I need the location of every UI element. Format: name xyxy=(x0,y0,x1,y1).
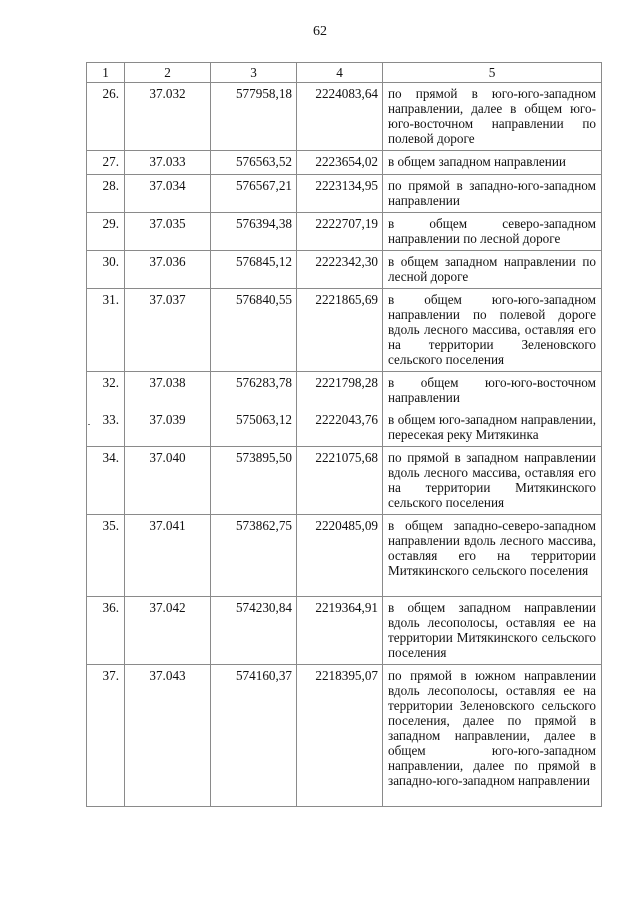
table-row xyxy=(87,151,602,175)
direction-description: по прямой в южном направлении вдоль лесополосы, оставляя ее на территории Зеленовского сельского поселения, далее по прямой в западном направлении, далее в общем юго-юго-западном направлении, далее по прямой в западно-юго-западном направлении xyxy=(383,665,602,807)
x-coordinate: 576563,52 xyxy=(211,151,297,175)
row-number: 26. xyxy=(87,83,125,151)
direction-description: по прямой в западно-юго-западном направлении xyxy=(383,175,602,213)
row-number: 27. xyxy=(87,151,125,175)
x-coordinate: 576283,78 xyxy=(211,372,297,410)
direction-description: в общем юго-юго-западном направлении по полевой дороге вдоль лесного массива, оставляя его на территории Зеленовского сельского поселения xyxy=(383,289,602,372)
table-row xyxy=(87,83,602,151)
point-id: 37.041 xyxy=(125,515,211,597)
x-coordinate: 576840,55 xyxy=(211,289,297,372)
point-id: 37.042 xyxy=(125,597,211,665)
row-number: 35. xyxy=(87,515,125,597)
table-row xyxy=(87,665,602,807)
row-number: 33. xyxy=(87,409,125,447)
table-row xyxy=(87,175,602,213)
direction-description: в общем западном направлении вдоль лесополосы, оставляя ее на территории Митякинского сельского поселения xyxy=(383,597,602,665)
row-number: 28. xyxy=(87,175,125,213)
table-row xyxy=(87,597,602,665)
y-coordinate: 2223654,02 xyxy=(297,151,383,175)
point-id: 37.038 xyxy=(125,372,211,410)
table-row xyxy=(87,409,602,447)
point-id: 37.034 xyxy=(125,175,211,213)
y-coordinate: 2222043,76 xyxy=(297,409,383,447)
point-id: 37.036 xyxy=(125,251,211,289)
direction-description: в общем западно-северо-западном направлении вдоль лесного массива, оставляя его на территории Митякинского сельского поселения xyxy=(383,515,602,597)
x-coordinate: 573895,50 xyxy=(211,447,297,515)
row-number: 34. xyxy=(87,447,125,515)
table-header-row xyxy=(87,63,602,83)
column-header: 2 xyxy=(125,63,211,83)
x-coordinate: 575063,12 xyxy=(211,409,297,447)
x-coordinate: 576394,38 xyxy=(211,213,297,251)
boundary-points-table xyxy=(86,62,602,807)
row-number: 37. xyxy=(87,665,125,807)
row-number: 31. xyxy=(87,289,125,372)
page-number: 62 xyxy=(313,24,327,39)
table-row xyxy=(87,515,602,597)
table-row xyxy=(87,289,602,372)
table-row xyxy=(87,372,602,410)
y-coordinate: 2221865,69 xyxy=(297,289,383,372)
column-header: 5 xyxy=(383,63,602,83)
point-id: 37.039 xyxy=(125,409,211,447)
y-coordinate: 2218395,07 xyxy=(297,665,383,807)
row-number: 30. xyxy=(87,251,125,289)
row-number: 29. xyxy=(87,213,125,251)
direction-description: по прямой в западном направлении вдоль лесного массива, оставляя его на территории Митякинского сельского поселения xyxy=(383,447,602,515)
y-coordinate: 2220485,09 xyxy=(297,515,383,597)
y-coordinate: 2221798,28 xyxy=(297,372,383,410)
direction-description: в общем западном направлении xyxy=(383,151,602,175)
x-coordinate: 577958,18 xyxy=(211,83,297,151)
x-coordinate: 574160,37 xyxy=(211,665,297,807)
direction-description: в общем юго-западном направлении, пересекая реку Митякинка xyxy=(383,409,602,447)
scan-mark xyxy=(88,424,90,425)
x-coordinate: 576567,21 xyxy=(211,175,297,213)
point-id: 37.037 xyxy=(125,289,211,372)
point-id: 37.040 xyxy=(125,447,211,515)
point-id: 37.035 xyxy=(125,213,211,251)
x-coordinate: 573862,75 xyxy=(211,515,297,597)
y-coordinate: 2223134,95 xyxy=(297,175,383,213)
point-id: 37.043 xyxy=(125,665,211,807)
point-id: 37.032 xyxy=(125,83,211,151)
x-coordinate: 574230,84 xyxy=(211,597,297,665)
table-row xyxy=(87,213,602,251)
y-coordinate: 2219364,91 xyxy=(297,597,383,665)
point-id: 37.033 xyxy=(125,151,211,175)
column-header: 4 xyxy=(297,63,383,83)
y-coordinate: 2221075,68 xyxy=(297,447,383,515)
x-coordinate: 576845,12 xyxy=(211,251,297,289)
y-coordinate: 2224083,64 xyxy=(297,83,383,151)
y-coordinate: 2222342,30 xyxy=(297,251,383,289)
direction-description: по прямой в юго-юго-западном направлении, далее в общем юго-юго-восточном направлении по полевой дороге xyxy=(383,83,602,151)
column-header: 3 xyxy=(211,63,297,83)
y-coordinate: 2222707,19 xyxy=(297,213,383,251)
row-number: 36. xyxy=(87,597,125,665)
column-header: 1 xyxy=(87,63,125,83)
direction-description: в общем юго-юго-восточном направлении xyxy=(383,372,602,410)
table-row xyxy=(87,447,602,515)
row-number: 32. xyxy=(87,372,125,410)
direction-description: в общем северо-западном направлении по лесной дороге xyxy=(383,213,602,251)
direction-description: в общем западном направлении по лесной дороге xyxy=(383,251,602,289)
table-row xyxy=(87,251,602,289)
